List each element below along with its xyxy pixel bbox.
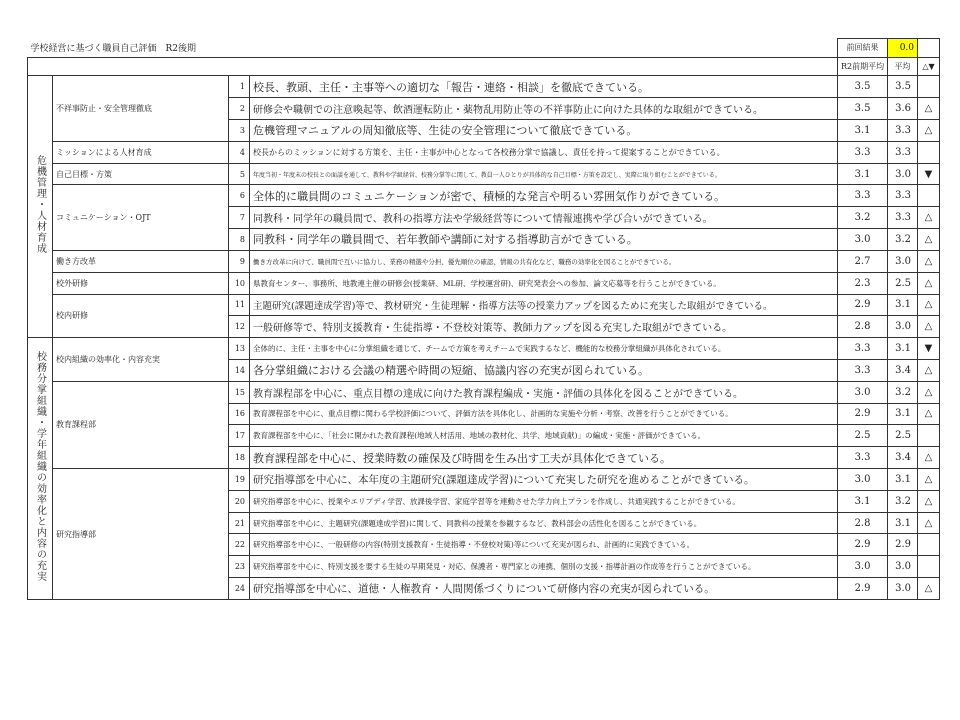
row-text: 危機管理マニュアルの周知徹底等、生徒の安全管理について徹底できている。 xyxy=(250,120,838,142)
row-number: 5 xyxy=(229,163,250,185)
row-mark: △ xyxy=(918,447,940,469)
row-text: 研究指導部を中心に、主題研究(課題達成学習)に関して、同教科の授業を参観するなど、教科部会の活性化を図ることができている。 xyxy=(250,512,838,534)
row-mark: △ xyxy=(918,359,940,381)
row-prev-avg: 2.7 xyxy=(838,250,888,272)
row-number: 19 xyxy=(229,469,250,491)
row-number: 7 xyxy=(229,207,250,229)
row-number: 11 xyxy=(229,294,250,316)
row-avg: 2.5 xyxy=(888,425,918,447)
row-mark xyxy=(918,141,940,163)
row-mark xyxy=(918,185,940,207)
row-prev-avg: 3.0 xyxy=(838,229,888,251)
subcategory-org-efficiency: 校内組織の効率化・内容充実 xyxy=(53,338,229,382)
row-avg: 3.6 xyxy=(888,98,918,120)
row-number: 20 xyxy=(229,490,250,512)
row-prev-avg: 2.9 xyxy=(838,534,888,556)
row-prev-avg: 3.2 xyxy=(838,207,888,229)
prev-avg-label: R2前期平均 xyxy=(838,57,888,76)
row-avg: 3.1 xyxy=(888,403,918,425)
subcategory-self-goals: 自己目標・方策 xyxy=(53,163,229,185)
row-text: 研究指導部を中心に、一般研修の内容(特別支援教育・生徒指導・不登校対策)等について充実が図られ、計画的に実践できている。 xyxy=(250,534,838,556)
row-prev-avg: 3.1 xyxy=(838,120,888,142)
row-number: 14 xyxy=(229,359,250,381)
row-avg: 3.0 xyxy=(888,556,918,578)
row-number: 22 xyxy=(229,534,250,556)
row-text: 働き方改革に向けて、職員間で互いに協力し、業務の精選や分担、優先順位の確認、情報の共有化など、職務の効率化を図ることができている。 xyxy=(250,250,838,272)
row-prev-avg: 2.5 xyxy=(838,425,888,447)
row-text: 研究指導部を中心に、道徳・人権教育・人間関係づくりについて研修内容の充実が図られている。 xyxy=(250,578,838,600)
row-prev-avg: 2.9 xyxy=(838,578,888,600)
table-row xyxy=(28,272,940,294)
subcategory-external-training: 校外研修 xyxy=(53,272,229,294)
row-mark: △ xyxy=(918,578,940,600)
row-prev-avg: 3.0 xyxy=(838,556,888,578)
row-avg: 3.2 xyxy=(888,490,918,512)
row-prev-avg: 3.3 xyxy=(838,447,888,469)
prev-result-value: 0.0 xyxy=(888,39,918,58)
row-number: 3 xyxy=(229,120,250,142)
row-prev-avg: 3.3 xyxy=(838,141,888,163)
avg-label: 平均 xyxy=(888,57,918,76)
table-row xyxy=(28,163,940,185)
row-text: 県教育センター、事務所、地教連主催の研修会(授業研、ML研、学校運営研)、研究発表会への参加、論文応募等を行うことができている。 xyxy=(250,272,838,294)
row-text: 研究指導部を中心に、本年度の主題研究(課題達成学習)について充実した研究を進めることができている。 xyxy=(250,469,838,491)
row-text: 研究指導部を中心に、特別支援を要する生徒の早期発見・対応、保護者・専門家との連携、個別の支援・指導計画の作成等を行うことができている。 xyxy=(250,556,838,578)
row-text: 教育課程部を中心に、重点目標の達成に向けた教育課程編成・実施・評価の具体化を図ることができている。 xyxy=(250,381,838,403)
row-number: 17 xyxy=(229,425,250,447)
table-row xyxy=(28,381,940,403)
header-row-1 xyxy=(28,39,940,58)
category-organization: 校務分掌組織・学年組織の効率化と内容の充実 xyxy=(28,338,53,600)
row-text: 一般研修等で、特別支援教育・生徒指導・不登校対策等、教師力アップを図る充実した取組ができている。 xyxy=(250,316,838,338)
row-text: 校長からのミッションに対する方策を、主任・主事が中心となって各校務分掌で協議し、責任を持って提案することができている。 xyxy=(250,141,838,163)
header-blank xyxy=(28,57,838,76)
row-prev-avg: 2.8 xyxy=(838,316,888,338)
row-avg: 3.0 xyxy=(888,578,918,600)
subcategory-misconduct-prevention: 不祥事防止・安全管理徹底 xyxy=(53,76,229,141)
row-avg: 3.1 xyxy=(888,294,918,316)
row-number: 23 xyxy=(229,556,250,578)
row-avg: 3.4 xyxy=(888,359,918,381)
row-avg: 3.4 xyxy=(888,447,918,469)
row-mark: ▼ xyxy=(918,338,940,360)
row-text: 教育課程部を中心に、授業時数の確保及び時間を生み出す工夫が具体化できている。 xyxy=(250,447,838,469)
table-row xyxy=(28,469,940,491)
row-number: 16 xyxy=(229,403,250,425)
row-prev-avg: 3.3 xyxy=(838,185,888,207)
row-prev-avg: 3.3 xyxy=(838,359,888,381)
row-text: 研修会や職朝での注意喚起等、飲酒運転防止・薬物乱用防止等の不祥事防止に向けた具体的な取組ができている。 xyxy=(250,98,838,120)
row-mark xyxy=(918,425,940,447)
row-mark xyxy=(918,534,940,556)
row-avg: 3.2 xyxy=(888,381,918,403)
row-avg: 3.1 xyxy=(888,338,918,360)
row-number: 1 xyxy=(229,76,250,98)
row-avg: 2.9 xyxy=(888,534,918,556)
row-mark: △ xyxy=(918,316,940,338)
row-prev-avg: 2.9 xyxy=(838,403,888,425)
row-prev-avg: 3.5 xyxy=(838,98,888,120)
row-text: 全体的に、主任・主事を中心に分掌組織を通じて、チームで方策を考えチームで実践するなど、機能的な校務分掌組織が具体化されている。 xyxy=(250,338,838,360)
row-mark xyxy=(918,76,940,98)
header-empty-cell xyxy=(918,39,940,58)
row-prev-avg: 3.1 xyxy=(838,163,888,185)
row-mark: △ xyxy=(918,469,940,491)
row-mark xyxy=(918,556,940,578)
evaluation-table xyxy=(27,38,940,600)
row-avg: 3.1 xyxy=(888,512,918,534)
table-row xyxy=(28,141,940,163)
row-number: 15 xyxy=(229,381,250,403)
row-text: 年度当初・年度末の校長との面談を通して、教科や学級経営、校務分掌等に関して、教員一人ひとりが具体的な自己目標・方策を設定し、実際に取り組むことができている。 xyxy=(250,163,838,185)
sheet-title: 学校経営に基づく職員自己評価 R2後期 xyxy=(28,39,838,58)
row-mark: △ xyxy=(918,381,940,403)
row-number: 10 xyxy=(229,272,250,294)
row-mark: ▼ xyxy=(918,163,940,185)
row-prev-avg: 3.0 xyxy=(838,381,888,403)
prev-result-label: 前回結果 xyxy=(838,39,888,58)
row-avg: 3.3 xyxy=(888,120,918,142)
row-avg: 3.3 xyxy=(888,185,918,207)
row-number: 13 xyxy=(229,338,250,360)
row-number: 4 xyxy=(229,141,250,163)
subcategory-work-style-reform: 働き方改革 xyxy=(53,250,229,272)
row-avg: 3.5 xyxy=(888,76,918,98)
row-avg: 3.2 xyxy=(888,229,918,251)
row-prev-avg: 2.9 xyxy=(838,294,888,316)
row-text: 全体的に職員間のコミュニケーションが密で、積極的な発言や明るい雰囲気作りができている。 xyxy=(250,185,838,207)
row-prev-avg: 3.5 xyxy=(838,76,888,98)
row-prev-avg: 2.8 xyxy=(838,512,888,534)
row-mark: △ xyxy=(918,403,940,425)
row-avg: 3.0 xyxy=(888,250,918,272)
row-prev-avg: 3.0 xyxy=(838,469,888,491)
category-crisis-management: 危機管理・人材育成 xyxy=(28,76,53,338)
mark-label: △▼ xyxy=(918,57,940,76)
table-row xyxy=(28,185,940,207)
row-mark: △ xyxy=(918,294,940,316)
subcategory-internal-training: 校内研修 xyxy=(53,294,229,338)
table-row xyxy=(28,76,940,98)
row-number: 8 xyxy=(229,229,250,251)
table-row xyxy=(28,294,940,316)
subcategory-curriculum-dept: 教育課程部 xyxy=(53,381,229,468)
row-number: 9 xyxy=(229,250,250,272)
row-prev-avg: 3.3 xyxy=(838,338,888,360)
subcategory-mission: ミッションによる人材育成 xyxy=(53,141,229,163)
row-number: 12 xyxy=(229,316,250,338)
row-mark: △ xyxy=(918,98,940,120)
row-avg: 3.1 xyxy=(888,469,918,491)
table-row xyxy=(28,338,940,360)
row-prev-avg: 3.1 xyxy=(838,490,888,512)
row-avg: 3.0 xyxy=(888,163,918,185)
row-text: 主題研究(課題達成学習)等で、教材研究・生徒理解・指導方法等の授業力アップを図るために充実した取組ができている。 xyxy=(250,294,838,316)
row-text: 校長、教頭、主任・主事等への適切な「報告・連絡・相談」を徹底できている。 xyxy=(250,76,838,98)
row-text: 同教科・同学年の職員間で、若年教師や講師に対する指導助言ができている。 xyxy=(250,229,838,251)
row-mark: △ xyxy=(918,512,940,534)
row-number: 21 xyxy=(229,512,250,534)
row-text: 同教科・同学年の職員間で、教科の指導方法や学級経営等について情報連携や学び合いができている。 xyxy=(250,207,838,229)
row-avg: 2.5 xyxy=(888,272,918,294)
row-text: 研究指導部を中心に、授業やエリプディ学習、放課後学習、家庭学習等を連動させた学力向上プランを作成し、共通実践することができている。 xyxy=(250,490,838,512)
row-number: 24 xyxy=(229,578,250,600)
row-mark: △ xyxy=(918,250,940,272)
row-text: 教育課程部を中心に、重点目標に関わる学校評価について、評価方法を具体化し、計画的な実施や分析・考察、改善を行うことができている。 xyxy=(250,403,838,425)
row-text: 教育課程部を中心に、「社会に開かれた教育課程(地域人材活用、地域の教材化、共学、地域貢献)」の編成・実施・評価ができている。 xyxy=(250,425,838,447)
row-mark: △ xyxy=(918,229,940,251)
row-number: 6 xyxy=(229,185,250,207)
row-mark: △ xyxy=(918,120,940,142)
row-avg: 3.3 xyxy=(888,207,918,229)
subcategory-research-dept: 研究指導部 xyxy=(53,469,229,600)
row-mark: △ xyxy=(918,490,940,512)
row-prev-avg: 2.3 xyxy=(838,272,888,294)
row-mark: △ xyxy=(918,207,940,229)
row-text: 各分掌組織における会議の精選や時間の短縮、協議内容の充実が図られている。 xyxy=(250,359,838,381)
subcategory-communication: コミュニケーション・OJT xyxy=(53,185,229,250)
row-mark: △ xyxy=(918,272,940,294)
row-avg: 3.3 xyxy=(888,141,918,163)
row-number: 2 xyxy=(229,98,250,120)
header-row-2 xyxy=(28,57,940,76)
row-number: 18 xyxy=(229,447,250,469)
row-avg: 3.0 xyxy=(888,316,918,338)
table-row xyxy=(28,250,940,272)
